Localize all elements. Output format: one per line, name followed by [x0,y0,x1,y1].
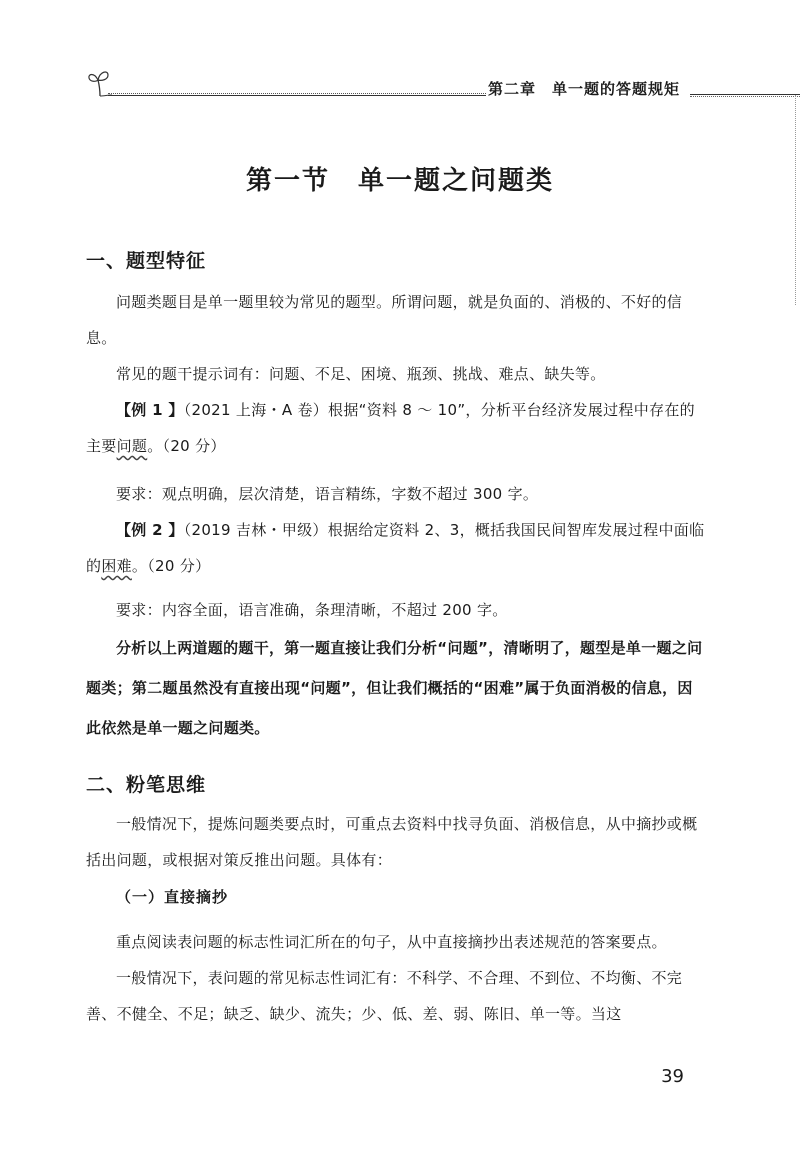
example-1-text: （2021 上海・A 卷）根据“资料 8 ～ 10”，分析平台经济发展过程中存在的主要 [86,401,695,455]
chapter-title: 单一题的答题规矩 [552,80,681,98]
example-2-score: 。（20 分） [131,557,211,575]
page-edge-mark [795,95,796,305]
section-label: 第一节 [245,166,330,196]
page-number: 39 [661,1066,684,1087]
section-name: 单一题之问题类 [358,166,555,196]
paragraph-definition: 问题类题目是单一题里较为常见的题型。所谓问题，就是负面的、消极的、不好的信息。 [86,293,683,347]
running-header [86,66,800,106]
paragraph-marker-words: 一般情况下，表问题的常见标志性词汇有：不科学、不合理、不到位、不均衡、不完善、不健全、不足；缺乏、缺少、流失；少、低、差、弱、陈旧、单一等。当这 [86,969,683,1023]
heading-fenbi-thinking: 二、粉笔思维 [86,774,207,796]
example-2 [86,512,706,584]
example-1-keyword: 问题 [116,437,148,455]
chapter-label [488,78,680,99]
header-rule-solid [108,95,486,96]
example-1-requirement: 要求：观点明确，层次清楚，语言精练，字数不超过 300 字。 [116,485,539,503]
example-2-text: （2019 吉林・甲级）根据给定资料 2、3，概括我国民间智库发展过程中面临的 [86,521,705,575]
chapter-number: 第二章 [488,80,537,98]
example-2-keyword: 困难 [101,557,132,575]
example-2-requirement: 要求：内容全面，语言准确，条理清晰，不超过 200 字。 [116,601,508,619]
example-1 [86,392,706,464]
section-title [0,160,800,197]
paragraph-excerpt-method: 重点阅读表问题的标志性词汇所在的句子，从中直接摘抄出表述规范的答案要点。 [116,933,667,951]
paragraph-general: 一般情况下，提炼问题类要点时，可重点去资料中找寻负面、消极信息，从中摘抄或概括出问题，或根据对策反推出问题。具体有： [86,815,698,869]
header-rule-dotted [108,93,486,94]
example-1-label: 【例 1 】 [116,401,184,419]
subheading-direct-excerpt: （一）直接摘抄 [116,888,229,906]
paragraph-keywords: 常见的题干提示词有：问题、不足、困境、瓶颈、挑战、难点、缺失等。 [116,365,606,383]
example-1-score: 。（20 分） [147,437,226,455]
header-rule-right-dotted [690,96,800,97]
paragraph-analysis: 分析以上两道题的题干，第一题直接让我们分析“问题”，清晰明了，题型是单一题之问题类；第二题虽然没有直接出现“问题”，但让我们概括的“困难”属于负面消极的信息，因此依然是单一题之问题类。 [86,639,703,737]
heading-type-features: 一、题型特征 [86,250,207,272]
example-2-label: 【例 2 】 [116,521,184,539]
header-rule-right [690,94,800,95]
